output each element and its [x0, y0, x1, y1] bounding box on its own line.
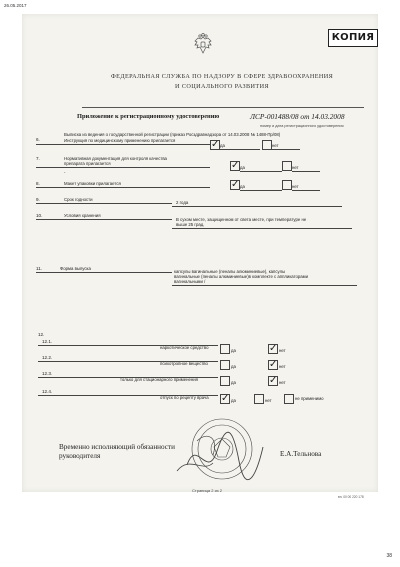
item-10-value-l1: В сухом месте, защищенном от света месте, при температуре не — [176, 217, 307, 222]
sub-item-number: 12.1. — [42, 339, 53, 344]
item-7-dash: - — [64, 170, 66, 175]
signatory-name: Е.А.Тельнова — [280, 450, 322, 458]
not-applicable-label: не применимо — [295, 396, 324, 401]
underline — [172, 285, 357, 286]
item-7-text-l2: препарата прилагается — [64, 161, 111, 166]
underline — [36, 272, 172, 273]
document-code: вн. 00 00 220 178 — [338, 495, 364, 499]
item-11-value-l3: вагинальными / — [174, 279, 206, 284]
yes-checkbox — [220, 394, 230, 404]
no-checkbox — [268, 360, 278, 370]
no-checkbox — [268, 376, 278, 386]
checkmark-icon: ✓ — [211, 139, 220, 150]
underline — [292, 171, 320, 172]
underline — [36, 144, 210, 145]
item-6-text: Инструкция по медицинскому применению прилагается — [64, 138, 176, 143]
yes-checkbox — [220, 344, 230, 354]
no-checkbox — [282, 180, 292, 190]
checkmark-icon: ✓ — [221, 393, 230, 404]
item-6-header: Выписка из ведения о государственной регистрации (приказ Росздравнадзора от 14.03.2008 № 1488-Пр/08) — [64, 132, 281, 137]
underline — [36, 167, 210, 168]
item-10-label: Условия хранения — [64, 213, 101, 218]
checkmark-icon: ✓ — [231, 179, 240, 190]
item-12-2-text: психотропное вещество — [160, 361, 208, 366]
divider — [82, 107, 364, 108]
yes-label: да — [240, 184, 245, 189]
underline — [36, 203, 172, 204]
item-number: 10. — [36, 213, 43, 218]
yes-label: да — [231, 380, 236, 385]
item-11-value-l1: капсулы вагинальные (пеналы алюминиевые), капсулы — [174, 269, 286, 274]
yes-label: да — [220, 143, 225, 148]
no-checkbox — [254, 394, 264, 404]
yes-checkbox — [230, 161, 240, 171]
item-number: 9. — [36, 197, 40, 202]
yes-checkbox — [220, 360, 230, 370]
no-checkbox — [282, 161, 292, 171]
item-12-4-text: отпуск по рецепту врача — [160, 395, 209, 400]
agency-name-line1: ФЕДЕРАЛЬНАЯ СЛУЖБА ПО НАДЗОРУ В СФЕРЕ ЗДРАВООХРАНЕНИЯ — [110, 73, 334, 80]
no-label: нет — [272, 143, 279, 148]
underline — [172, 206, 342, 207]
no-label: нет — [265, 398, 272, 403]
yes-checkbox — [210, 140, 220, 150]
signatory-position-l2: руководителя — [59, 451, 101, 460]
item-number: 8. — [36, 181, 40, 186]
yes-checkbox — [220, 376, 230, 386]
certificate-caption: номер и дата регистрационного удостоверения — [260, 124, 344, 128]
item-12-3-text: только для стационарного применения — [120, 377, 199, 382]
signatory-position — [59, 443, 175, 460]
no-label: нет — [279, 380, 286, 385]
item-9-value: 2 года — [176, 200, 189, 205]
item-11-label: Форма выпуска — [60, 266, 91, 271]
item-number: 11. — [36, 266, 43, 271]
copy-stamp: КОПИЯ — [328, 29, 378, 47]
annex-title: Приложение к регистрационному удостоверению — [77, 113, 220, 120]
underline — [36, 187, 210, 188]
scan-date: 26.05.2017 — [4, 3, 27, 8]
underline — [240, 171, 282, 172]
item-number: 12. — [38, 332, 45, 337]
item-12-1-text: наркотическое средство — [160, 345, 209, 350]
underline — [172, 228, 352, 229]
yes-label: да — [240, 165, 245, 170]
checkmark-icon: ✓ — [269, 375, 278, 386]
item-number: 7. — [36, 156, 40, 161]
certificate-number: ЛСР-001488/08 от 14.03.2008 — [250, 112, 345, 121]
checkmark-icon: ✓ — [231, 160, 240, 171]
underline — [36, 219, 172, 220]
item-11-value-l2: вагинальные (пеналы алюминиевые)в комплекте с аппликаторами — [174, 274, 309, 279]
agency-name-line2: И СОЦИАЛЬНОГО РАЗВИТИЯ — [175, 83, 269, 90]
no-checkbox — [268, 344, 278, 354]
item-9-label: Срок годности — [64, 197, 93, 202]
sub-item-number: 12.2. — [42, 355, 53, 360]
checkmark-icon: ✓ — [269, 359, 278, 370]
underline — [292, 190, 320, 191]
underline — [220, 149, 260, 150]
underline — [240, 190, 282, 191]
signatory-position-l1: Временно исполняющий обязанности — [59, 443, 175, 451]
yes-label: да — [231, 348, 236, 353]
item-8-text: Макет упаковки прилагается — [64, 181, 121, 186]
not-applicable-checkbox — [284, 394, 294, 404]
no-label: нет — [279, 364, 286, 369]
underline — [272, 149, 300, 150]
yes-checkbox — [230, 180, 240, 190]
item-10-value-l2: выше 25 град. — [176, 222, 205, 227]
yes-label: да — [231, 364, 236, 369]
document-sheet — [22, 14, 378, 499]
item-7-text-l1: Нормативная документация для контроля качества — [64, 156, 167, 161]
official-seal-and-signature-icon — [167, 411, 277, 487]
sub-item-number: 12.4. — [42, 389, 53, 394]
yes-label: да — [231, 398, 236, 403]
no-label: нет — [292, 165, 299, 170]
no-label: нет — [292, 184, 299, 189]
sub-item-number: 12.3. — [42, 371, 53, 376]
checkmark-icon: ✓ — [269, 343, 278, 354]
page-of-label: Страница 2 из 2 — [192, 488, 222, 493]
no-label: нет — [279, 348, 286, 353]
coat-of-arms-icon — [191, 33, 215, 57]
item-number: 6. — [36, 137, 40, 142]
page-number: 38 — [386, 553, 392, 559]
no-checkbox — [262, 140, 272, 150]
